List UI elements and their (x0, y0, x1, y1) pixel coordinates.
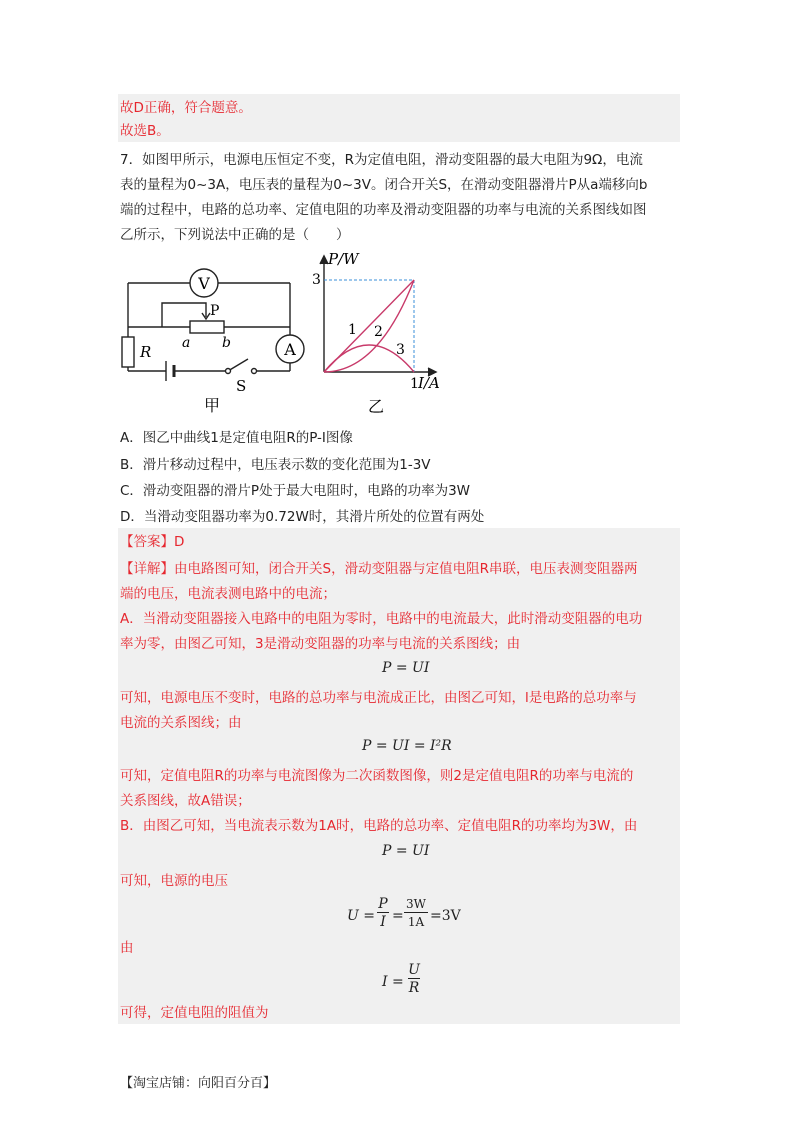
answer-line: 【答案】D (120, 534, 185, 550)
switch-label: S (236, 377, 247, 395)
curve-label-2: 2 (374, 324, 383, 340)
formula-voltage-left: U = (347, 908, 375, 924)
slider-label: P (210, 303, 220, 319)
explanation-line: A．当滑动变阻器接入电路中的电阻为零时，电路中的电流最大，此时滑动变阻器的电功 (120, 611, 643, 627)
numerator: 3W (404, 896, 428, 913)
page-footer: 【淘宝店铺：向阳百分百】 (120, 1076, 277, 1091)
graph-caption: 乙 (367, 397, 385, 416)
voltmeter-label: V (198, 274, 210, 293)
explanation-line: 可知，电源电压不变时，电路的总功率与电流成正比，由图乙可知，l是电路的总功率与 (120, 690, 637, 706)
explanation-line: 可知，定值电阻R的功率与电流图像为二次函数图像，则2是定值电阻R的功率与电流的 (120, 768, 634, 784)
denominator: I (380, 914, 386, 930)
denominator: R (408, 980, 420, 996)
fraction-p-over-i (377, 896, 389, 931)
formula-current (382, 962, 442, 1002)
option-a: A．图乙中曲线1是定值电阻R的P-I图像 (120, 430, 353, 446)
y-axis-label: P/W (328, 250, 359, 268)
choice-line: 故选B。 (120, 123, 170, 139)
explanation-line: 端的电压，电流表测电路中的电流； (120, 586, 336, 602)
equals-sign: = (392, 908, 404, 924)
y-tick-3: 3 (312, 272, 321, 288)
end-a-label: a (182, 335, 191, 351)
question-line: 端的过程中，电路的总功率、定值电阻的功率及滑动变阻器的功率与电流的关系图线如图 (120, 202, 647, 218)
explanation-line: B．由图乙可知，当电流表示数为1A时，电路的总功率、定值电阻R的功率均为3W，由 (120, 818, 638, 834)
denominator: 1A (407, 915, 425, 929)
explanation-line: 电流的关系图线；由 (120, 715, 242, 731)
curve-label-3: 3 (396, 342, 405, 358)
explanation-line: 可得，定值电阻的阻值为 (120, 1005, 269, 1021)
option-b: B．滑片移动过程中，电压表示数的变化范围为1-3V (120, 457, 431, 473)
conclusion-line: 故D正确，符合题意。 (120, 100, 252, 116)
fraction-u-over-r (408, 962, 420, 997)
question-line: 乙所示，下列说法中正确的是（ ） (120, 227, 350, 243)
resistor-symbol (122, 337, 134, 367)
explanation-line: 由 (120, 940, 134, 956)
curve-label-1: 1 (348, 322, 357, 338)
formula-p-i2r: P = UI = I²R (362, 738, 452, 754)
circuit-diagram (118, 255, 308, 415)
fraction-3w-over-1a (404, 896, 428, 931)
formula-voltage (347, 896, 467, 936)
question-line: 7．如图甲所示，电源电压恒定不变，R为定值电阻，滑动变阻器的最大电阻为9Ω，电流 (120, 152, 643, 168)
explanation-line: 【详解】由电路图可知，闭合开关S，滑动变阻器与定值电阻R串联，电压表测变阻器两 (120, 561, 638, 577)
circuit-caption: 甲 (203, 396, 221, 415)
explanation-line: 可知，电源的电压 (120, 873, 228, 889)
x-axis-label: I/A (418, 374, 440, 392)
formula-voltage-result: =3V (430, 908, 461, 924)
explanation-line: 率为零，由图乙可知，3是滑动变阻器的功率与电流的关系图线；由 (120, 636, 521, 652)
ammeter-label: A (284, 340, 296, 359)
x-tick-1: 1 (410, 376, 419, 392)
explanation-line: 关系图线，故A错误； (120, 793, 251, 809)
formula-current-left: I = (382, 974, 404, 990)
resistor-label: R (140, 343, 152, 361)
formula-p-ui: P = UI (382, 660, 430, 676)
option-c: C．滑动变阻器的滑片P处于最大电阻时，电路的功率为3W (120, 483, 471, 499)
numerator: U (408, 962, 420, 978)
option-d: D．当滑动变阻器功率为0.72W时，其滑片所处的位置有两处 (120, 509, 485, 525)
question-line: 表的量程为0~3A，电压表的量程为0~3V。闭合开关S，在滑动变阻器滑片P从a端移向b (120, 177, 648, 193)
numerator: P (378, 896, 388, 912)
rheostat-symbol (190, 321, 224, 333)
end-b-label: b (222, 335, 231, 351)
formula-p-ui-2: P = UI (382, 843, 430, 859)
power-current-graph (306, 250, 456, 420)
